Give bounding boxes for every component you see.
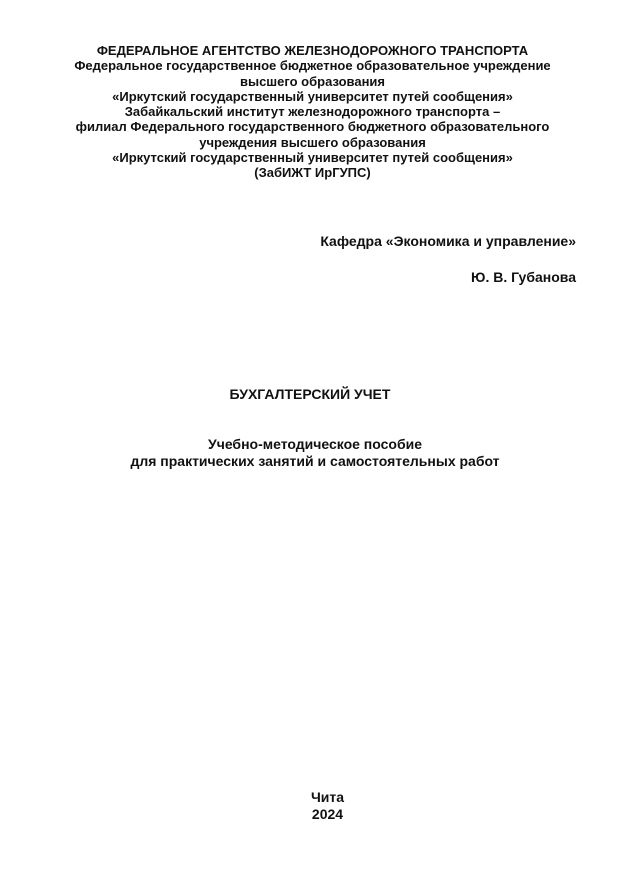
header-line: высшего образования — [239, 73, 386, 89]
header-line: Забайкальский институт железнодорожного транспорта – — [124, 104, 501, 120]
subtitle-line: Учебно-методическое пособие — [207, 436, 422, 452]
header-line: филиал Федерального государственного бюджетного образовательного — [75, 119, 550, 135]
header-line: ФЕДЕРАЛЬНОЕ АГЕНТСТВО ЖЕЛЕЗНОДОРОЖНОГО ТРАНСПОРТА — [96, 43, 529, 58]
year: 2024 — [311, 806, 344, 822]
institution-header — [40, 43, 585, 181]
header-line: (ЗабИЖТ ИрГУПС) — [254, 165, 371, 181]
header-line: Федеральное государственное бюджетное образовательное учреждение — [74, 58, 551, 74]
publication-info — [0, 789, 620, 823]
author-name: Ю. В. Губанова — [471, 269, 576, 285]
department-name: Кафедра «Экономика и управление» — [320, 233, 576, 249]
header-line: «Иркутский государственный университет путей сообщения» — [112, 150, 513, 166]
subtitle-line: для практических занятий и самостоятельных работ — [130, 453, 500, 469]
header-line: учреждения высшего образования — [199, 134, 426, 150]
header-line: «Иркутский государственный университет путей сообщения» — [112, 88, 513, 104]
document-subtitle — [0, 436, 620, 470]
city: Чита — [310, 789, 345, 805]
document-title: БУХГАЛТЕРСКИЙ УЧЕТ — [229, 386, 391, 402]
